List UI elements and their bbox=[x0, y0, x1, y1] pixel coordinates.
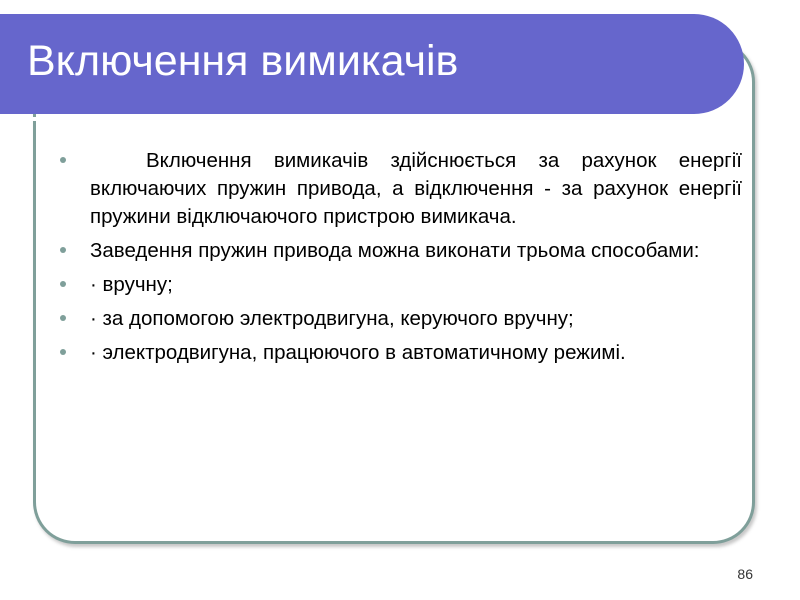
title-bar bbox=[0, 14, 744, 114]
bullet-item bbox=[60, 147, 742, 231]
page-number: 86 bbox=[737, 566, 753, 582]
bullet-item bbox=[60, 271, 742, 299]
bullet-item bbox=[60, 305, 742, 333]
bullet-dot-icon bbox=[60, 247, 66, 253]
bullet-dot-icon bbox=[60, 157, 66, 163]
bullet-dot-icon bbox=[60, 315, 66, 321]
bullet-dot-icon bbox=[60, 281, 66, 287]
title-underline bbox=[0, 117, 703, 121]
bullet-text: Заведення пружин привода можна виконати трьома способами: bbox=[90, 239, 700, 262]
slide-title: Включення вимикачів bbox=[27, 37, 459, 85]
bullet-item bbox=[60, 237, 742, 265]
bullet-dot-icon bbox=[60, 349, 66, 355]
bullet-text: · вручну; bbox=[90, 273, 173, 296]
bullet-text: · электродвигуна, працюючого в автоматичному режимі. bbox=[90, 341, 626, 364]
bullet-text: Включення вимикачів здійснюється за рахунок енергії включаючих пружин привода, а відключення - за рахунок енергії пружини відключаючого пристрою вимикача. bbox=[90, 149, 742, 228]
bullet-text: · за допомогою электродвигуна, керуючого вручну; bbox=[90, 307, 574, 330]
bullet-list bbox=[60, 147, 742, 373]
bullet-item bbox=[60, 339, 742, 367]
